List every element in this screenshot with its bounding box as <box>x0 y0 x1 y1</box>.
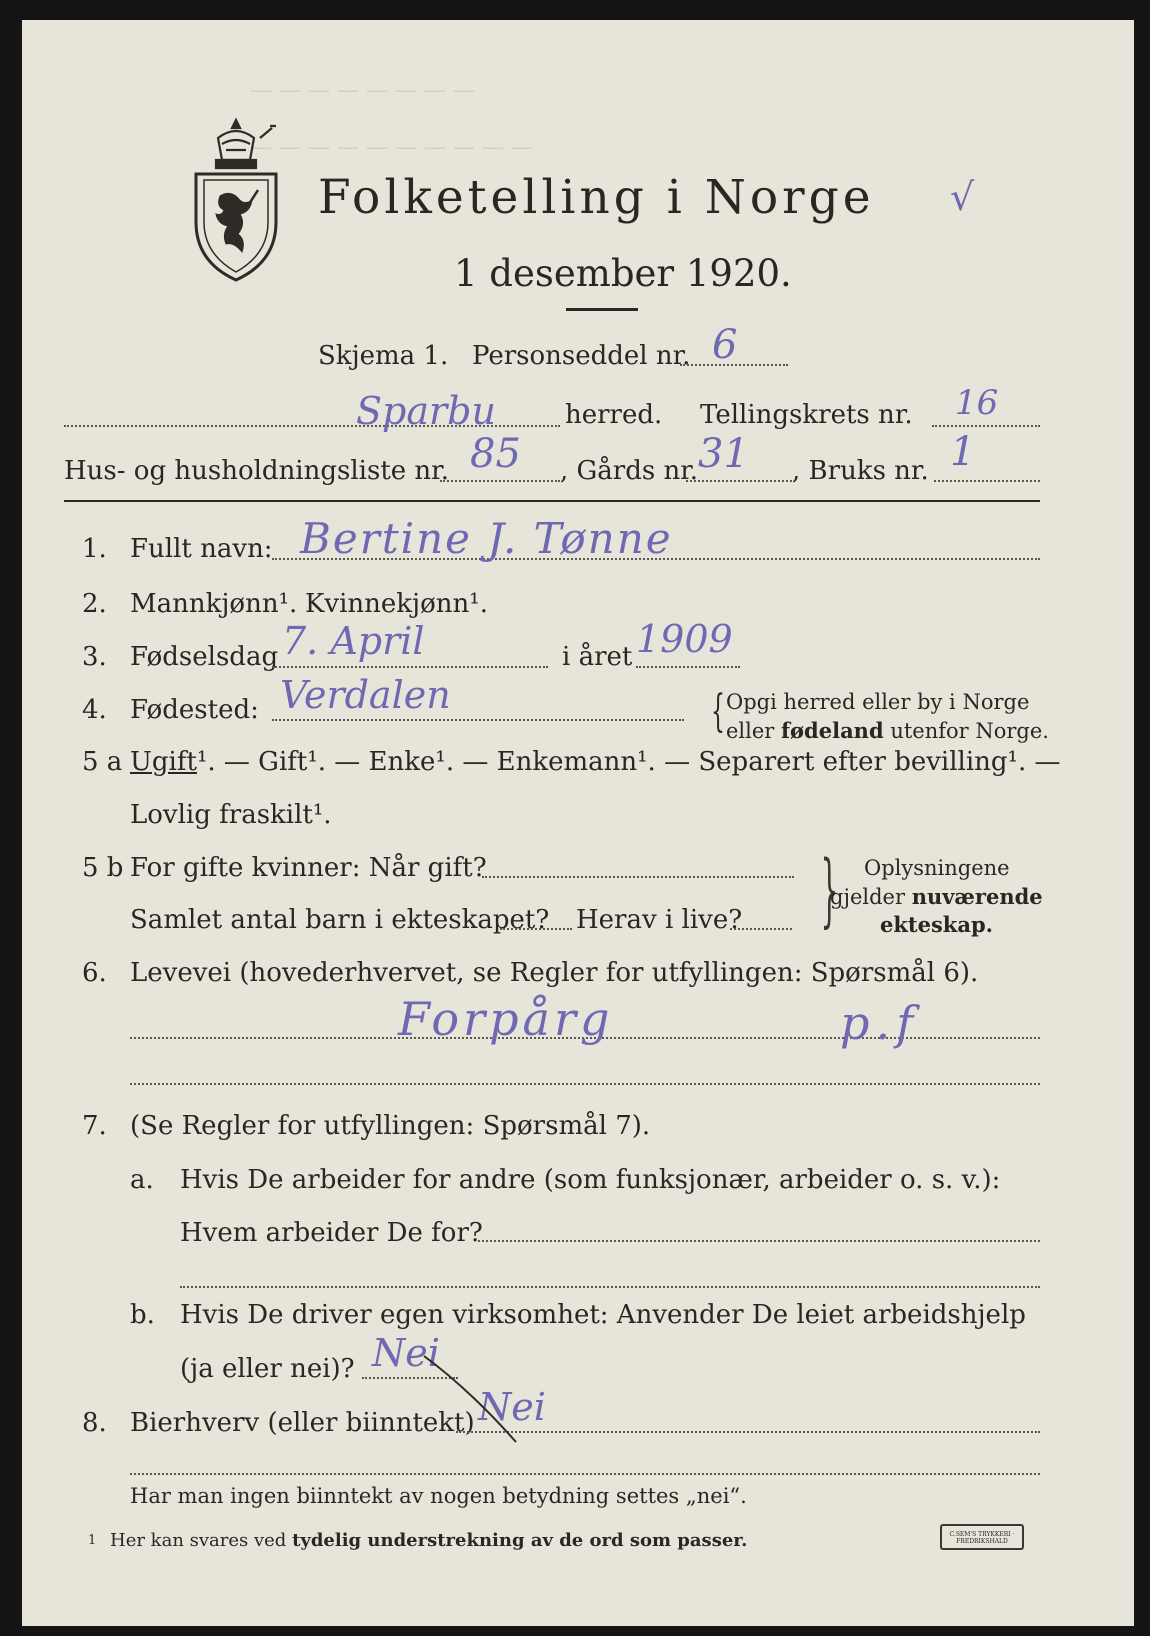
q8-field-line-2 <box>130 1473 1040 1475</box>
q7a-field-line-1 <box>478 1240 1040 1242</box>
q5b-note-gjelder: gjelder <box>830 885 912 909</box>
bleed-through-text: — — — — — — — — <box>250 78 475 103</box>
q5b-brace: } <box>820 843 839 936</box>
q7a-line2: Hvem arbeider De for? <box>180 1218 483 1248</box>
q7b-line2: (ja eller nei)? <box>180 1354 355 1384</box>
q5b-herav-label: Herav i live? <box>576 905 743 935</box>
footnote-text-a: Her kan svares ved <box>110 1530 293 1551</box>
q4-note-line2 <box>726 720 1049 742</box>
footnote-text <box>110 1532 747 1550</box>
q5b-number: 5 b <box>82 853 124 883</box>
q3-value: 7. April <box>282 619 425 663</box>
q5b-note-line3: ekteskap. <box>880 912 993 937</box>
q4-field-line <box>272 719 684 721</box>
bruks-label: , Bruks nr. <box>792 456 929 486</box>
q2-option-mannkjonn: Mannkjønn¹. <box>130 589 298 619</box>
title-divider <box>566 308 638 311</box>
q5b-line2: Samlet antal barn i ekteskapet? <box>130 905 550 935</box>
census-date: 1 desember 1920. <box>454 252 792 295</box>
q3-field-line <box>272 666 548 668</box>
q1-value: Bertine J. Tønne <box>300 514 673 563</box>
q5a-option-ugift-underlined: Ugift <box>130 747 197 777</box>
q7-number: 7. <box>82 1111 107 1141</box>
q8-number: 8. <box>82 1408 107 1438</box>
q8-field-line-1 <box>456 1431 1040 1433</box>
q1-number: 1. <box>82 534 107 564</box>
bruks-value: 1 <box>950 429 976 475</box>
check-mark: √ <box>950 175 975 219</box>
q5b-note-line2 <box>830 886 1043 908</box>
q4-note-line1: Opgi herred eller by i Norge <box>726 690 1030 714</box>
q4-value: Verdalen <box>280 673 451 717</box>
q7a-label: Hvis De arbeider for andre (som funksjonær, arbeider o. s. v.): <box>180 1165 1001 1195</box>
q4-label: Fødested: <box>130 695 259 725</box>
q5b-note-line1: Oplysningene <box>864 856 1010 880</box>
q3-label: Fødselsdag <box>130 642 279 672</box>
footnote-number: 1 <box>88 1533 97 1548</box>
personseddel-label: Personseddel nr. <box>472 341 691 371</box>
footer-note: Har man ingen biinntekt av nogen betydning settes „nei“. <box>130 1484 747 1508</box>
strike-through-stroke <box>420 1350 530 1450</box>
q4-note-fodeland: fødeland <box>781 718 884 743</box>
hus-field-line <box>440 480 560 482</box>
q3-number: 3. <box>82 642 107 672</box>
q1-label: Fullt navn: <box>130 534 273 564</box>
bleed-through-text: — — — — — — — — — — <box>250 135 533 160</box>
q6-field-line-2 <box>130 1083 1040 1085</box>
schema-label: Skjema 1. <box>318 341 449 371</box>
section-divider <box>64 500 1040 502</box>
hus-value: 85 <box>470 431 521 477</box>
q5a-options-rest: ¹. — Gift¹. — Enke¹. — Enkemann¹. — Separert efter bevilling¹. — <box>196 747 1061 777</box>
q7a-letter: a. <box>130 1165 154 1195</box>
tellingskrets-field-line <box>932 425 1040 427</box>
gards-label: , Gårds nr. <box>560 456 699 486</box>
q3-year-value: 1909 <box>636 617 733 661</box>
herred-label: herred. <box>565 400 663 430</box>
q7b-letter: b. <box>130 1300 155 1330</box>
q6-value-suffix: p.f <box>840 996 920 1050</box>
q5b-label: For gifte kvinner: Når gift? <box>130 853 487 883</box>
q5a-line2: Lovlig fraskilt¹. <box>130 800 332 830</box>
q4-number: 4. <box>82 695 107 725</box>
q5b-children-field-line <box>500 928 572 930</box>
q7b-label: Hvis De driver egen virksomhet: Anvender De leiet arbeidshjelp <box>180 1300 1026 1330</box>
coat-of-arms-icon <box>186 116 286 286</box>
hus-label: Hus- og husholdningsliste nr. <box>64 456 450 486</box>
q8-label: Bierhverv (eller biinntekt) <box>130 1408 475 1438</box>
personseddel-value: 6 <box>712 322 738 368</box>
printer-stamp <box>940 1524 1024 1550</box>
herred-value: Sparbu <box>356 389 496 433</box>
gards-field-line <box>686 480 792 482</box>
q8-value: Nei <box>478 1385 546 1429</box>
bruks-field-line <box>934 480 1040 482</box>
q5b-married-field-line <box>482 876 794 878</box>
q2-number: 2. <box>82 589 107 619</box>
form-title: Folketelling i Norge <box>318 170 875 225</box>
q2-option-kvinnekjonn: Kvinnekjønn¹. <box>305 589 488 619</box>
q6-value: Forpårg <box>398 992 614 1046</box>
q7a-field-line-2 <box>180 1286 1040 1288</box>
q5a-number: 5 a <box>82 747 123 777</box>
q3-year-field-line <box>636 666 740 668</box>
q6-number: 6. <box>82 958 107 988</box>
q4-note-utenfor: utenfor Norge. <box>883 719 1049 743</box>
q7-label: (Se Regler for utfyllingen: Spørsmål 7). <box>130 1111 651 1141</box>
q4-brace: { <box>711 686 725 737</box>
footnote-text-b: tydelig understrekning av de ord som passer. <box>292 1530 748 1551</box>
q5b-note-nuvaerende: nuværende <box>911 884 1043 909</box>
q3-year-label: i året <box>562 642 633 672</box>
q5b-alive-field-line <box>730 928 792 930</box>
gards-value: 31 <box>698 431 749 477</box>
tellingskrets-label: Tellingskrets nr. <box>700 400 913 430</box>
q7b-value: Nei <box>372 1331 440 1375</box>
tellingskrets-value: 16 <box>955 383 999 423</box>
q6-label: Levevei (hovederhvervet, se Regler for utfyllingen: Spørsmål 6). <box>130 958 979 988</box>
printer-stamp-text: C.SEM'S TRYKKERI · FREDRIKSHALD <box>949 1531 1015 1545</box>
q5a-options <box>130 749 1061 775</box>
q4-note-eller: eller <box>726 719 782 743</box>
